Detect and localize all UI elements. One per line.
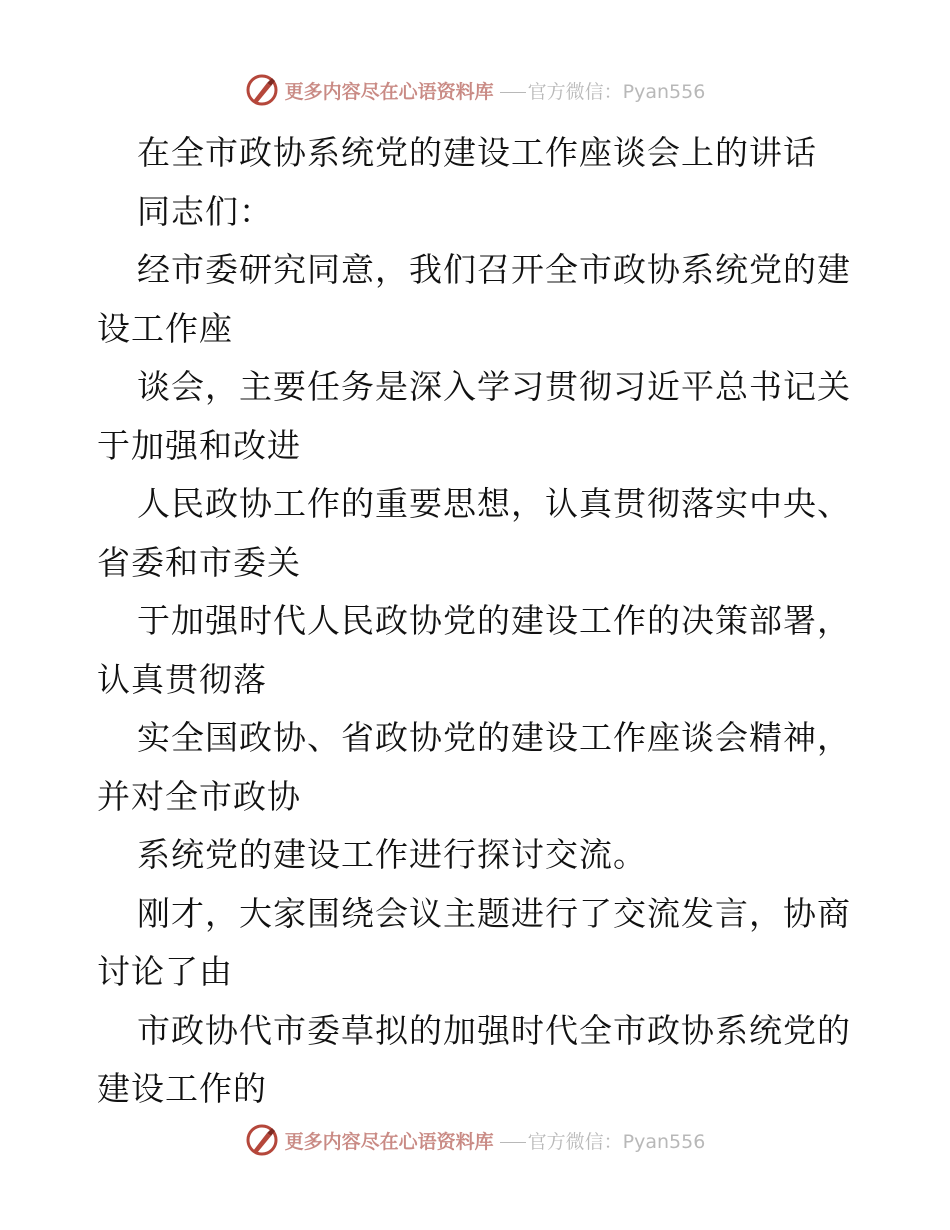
paragraph-line: 设工作座 <box>97 308 233 348</box>
paragraph-line: 市政协代市委草拟的加强时代全市政协系统党的 <box>137 1010 851 1050</box>
paragraph-line: 谈会，主要任务是深入学习贯彻习近平总书记关 <box>137 367 851 406</box>
pen-logo-icon <box>245 73 279 107</box>
paragraph-line: 讨论了由 <box>97 952 233 991</box>
paragraph-line: 于加强时代人民政协党的建设工作的决策部署， <box>137 601 851 640</box>
document-title: 在全市政协系统党的建设工作座谈会上的讲话 <box>137 133 817 172</box>
pen-logo-icon <box>245 1123 279 1157</box>
paragraph-line: 建设工作的 <box>97 1069 267 1108</box>
paragraph-line: 省委和市委关 <box>97 542 301 582</box>
paragraph-line: 实全国政协、省政协党的建设工作座谈会精神， <box>137 718 851 757</box>
header-banner-text: 更多内容尽在心语资料库 <box>284 80 494 103</box>
footer-banner-contact: 官方微信：Pyan556 <box>527 1130 706 1153</box>
paragraph-line: 系统党的建设工作进行探讨交流。 <box>137 835 647 874</box>
paragraph-line: 刚才，大家围绕会议主题进行了交流发言，协商 <box>137 893 851 933</box>
banner-divider <box>500 92 526 93</box>
paragraph-line: 于加强和改进 <box>97 425 301 465</box>
paragraph-line: 经市委研究同意，我们召开全市政协系统党的建 <box>137 250 851 289</box>
document-body <box>97 124 857 1119</box>
paragraph-line: 认真贯彻落 <box>97 659 267 699</box>
paragraph-line: 并对全市政协 <box>97 776 301 816</box>
header-banner-contact-wrap <box>500 77 706 104</box>
header-banner-contact: 官方微信：Pyan556 <box>527 80 706 103</box>
salutation: 同志们： <box>137 191 273 231</box>
footer-banner-text: 更多内容尽在心语资料库 <box>284 1130 494 1153</box>
header-banner <box>0 70 950 110</box>
banner-divider <box>500 1142 526 1143</box>
paragraph-line: 人民政协工作的重要思想，认真贯彻落实中央、 <box>137 484 851 523</box>
footer-banner-contact-wrap <box>500 1127 706 1154</box>
footer-banner <box>0 1120 950 1160</box>
